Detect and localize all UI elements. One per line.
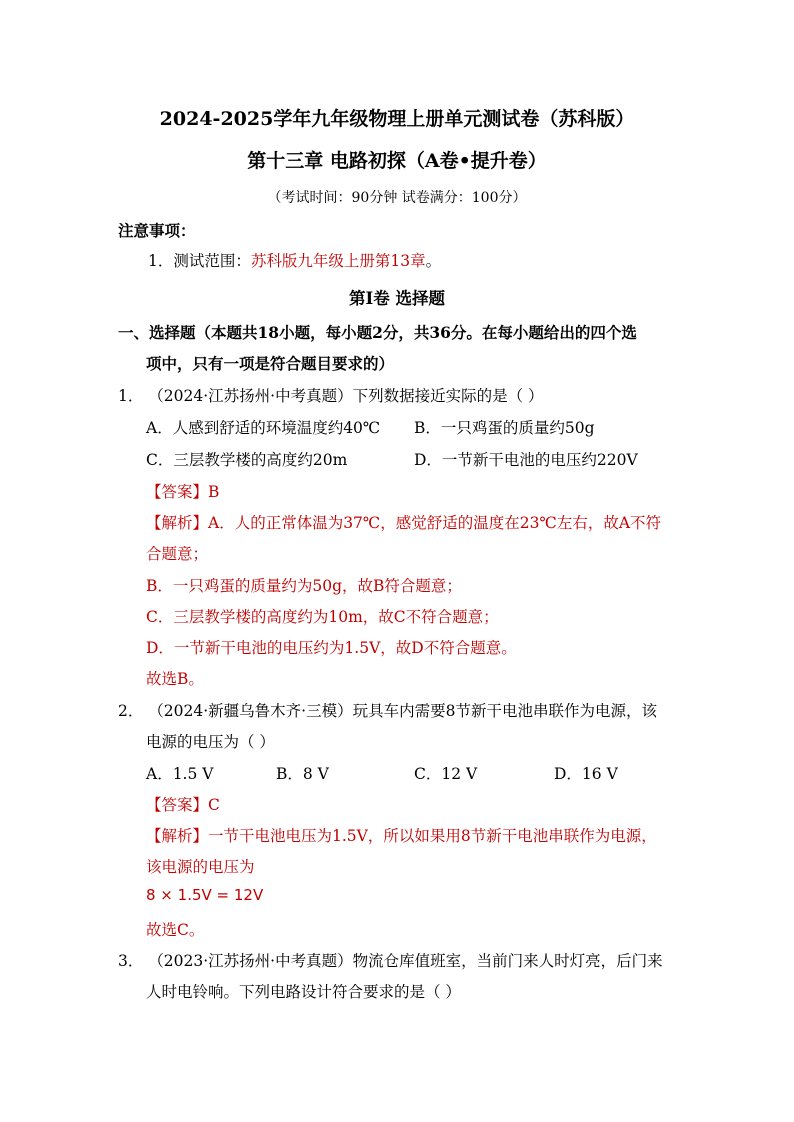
q2-analysis-line2: 该电源的电压为 [146,858,255,876]
notice-heading: 注意事项： [118,221,196,240]
q1-option-c: C．三层教学楼的高度约20m [146,451,348,469]
q1-analysis-line4: C．三层教学楼的高度约为10m，故C不符合题意； [146,608,499,626]
notice-item [148,249,441,271]
q2-conclusion: 故选C。 [146,921,205,939]
q1-conclusion: 故选B。 [146,670,204,688]
q1-option-b: B．一只鸡蛋的质量约50g [414,419,595,437]
exam-title: 2024-2025学年九年级物理上册单元测试卷（苏科版） [159,108,635,130]
q2-analysis-line1: 【解析】一节干电池电压为1.5V，所以如果用8节新干电池串联作为电源， [146,827,657,845]
notice-item-prefix: 1．测试范围： [148,252,251,270]
q2-stem-line1: 2． （2024·新疆乌鲁木齐·三模）玩具车内需要8节新干电池串联作为电源，该 [118,702,657,720]
q1-analysis-line3: B．一只鸡蛋的质量约为50g，故B符合题意； [146,577,462,595]
chapter-subtitle: 第十三章 电路初探（A卷•提升卷） [247,150,547,172]
section-title: 第Ⅰ卷 选择题 [349,289,445,308]
q2-option-b: B．8 V [276,765,329,783]
q2-stem-line2: 电源的电压为（ ） [146,733,275,751]
q1-answer: 【答案】B [146,483,220,501]
q1-analysis-line5: D．一节新干电池的电压约为1.5V，故D不符合题意。 [146,639,517,657]
notice-item-suffix: 。 [425,252,442,270]
q2-option-d: D．16 V [554,765,618,783]
q1-option-a: A．人感到舒适的环境温度约40℃ [146,419,381,437]
q3-stem-line2: 人时电铃响。下列电路设计符合要求的是（ ） [146,983,461,1001]
exam-info: （考试时间：90分钟 试卷满分：100分） [267,190,527,206]
q3-stem-line1: 3． （2023·江苏扬州·中考真题）物流仓库值班室，当前门来人时灯亮，后门来 [118,952,663,970]
q2-answer: 【答案】C [146,796,220,814]
q2-option-a: A．1.5 V [146,765,214,783]
q1-analysis-line2: 合题意； [146,545,209,563]
notice-item-scope: 苏科版九年级上册第13章 [250,252,426,270]
q1-option-d: D．一节新干电池的电压约220V [414,451,638,469]
section-instruction-line2: 项中，只有一项是符合题目要求的） [146,354,395,373]
q1-analysis-line1: 【解析】A．人的正常体温为37℃，感觉舒适的温度在23℃左右，故A不符 [146,514,662,532]
q2-formula: 8 × 1.5V = 12V [146,886,264,904]
section-instruction-line1: 一、选择题（本题共18小题，每小题2分，共36分。在每小题给出的四个选 [118,323,637,342]
q1-stem: 1． （2024·江苏扬州·中考真题）下列数据接近实际的是（ ） [118,387,544,405]
q2-option-c: C．12 V [414,765,478,783]
